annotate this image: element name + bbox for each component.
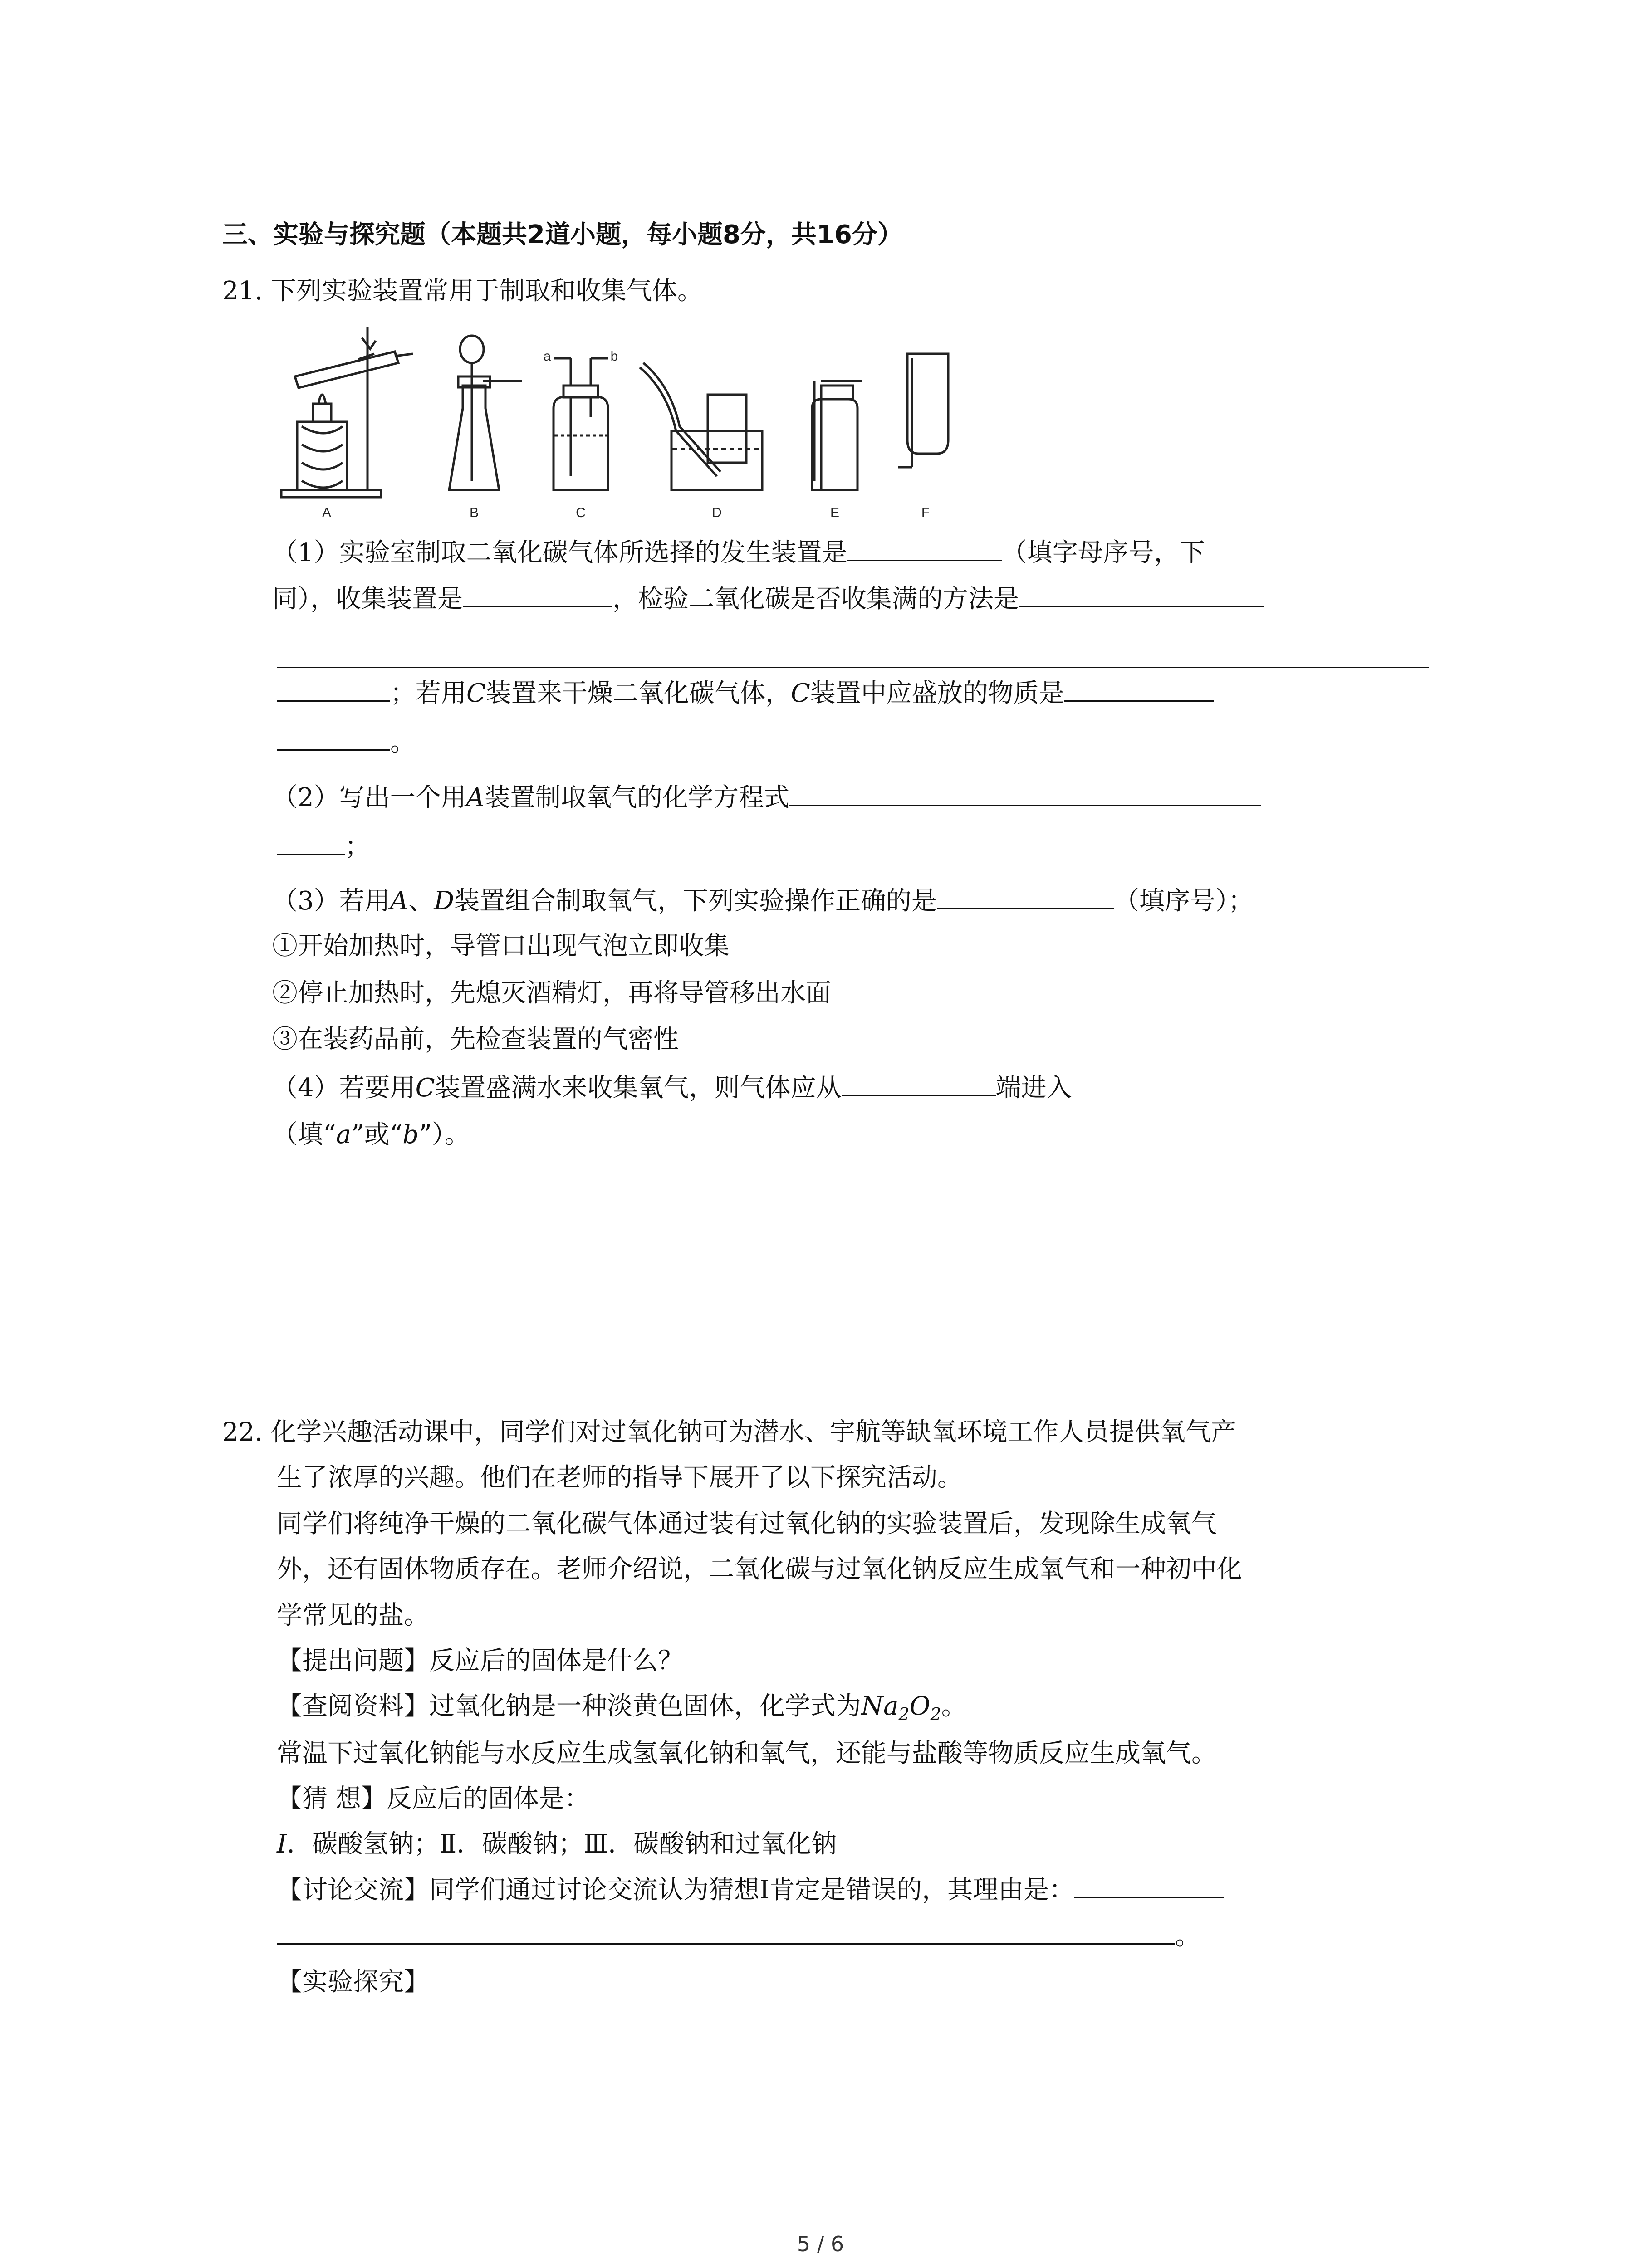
q21-p1-line2: 同），收集装置是 ，检验二氧化碳是否收集满的方法是 bbox=[272, 581, 1264, 617]
q21-p4-line1: （4）若要用C装置盛满水来收集氧气，则气体应从 端进入 bbox=[272, 1070, 1072, 1106]
apparatus-a bbox=[281, 327, 413, 497]
apparatus-figure bbox=[277, 318, 1438, 531]
q21-p3-option-3: ③在装药品前，先检查装置的气密性 bbox=[272, 1025, 679, 1054]
answer-blank-generator[interactable] bbox=[847, 534, 1002, 561]
port-a-label: a bbox=[543, 349, 551, 364]
apparatus-e bbox=[812, 381, 862, 490]
q22-line-2: 生了浓厚的兴趣。他们在老师的指导下展开了以下探究活动。 bbox=[277, 1463, 963, 1492]
q22-experiment-heading: 【实验探究】 bbox=[277, 1967, 429, 1997]
q22-hypothesis-options: I．碳酸氢钠；Ⅱ．碳酸钠；Ⅲ．碳酸钠和过氧化钠 bbox=[277, 1829, 837, 1859]
q21-p2-line1: （2）写出一个用A装置制取氧气的化学方程式 bbox=[272, 779, 1261, 816]
apparatus-b bbox=[449, 336, 522, 490]
apparatus-label-f: F bbox=[921, 505, 930, 520]
answer-blank-drying-agent[interactable] bbox=[1064, 675, 1214, 702]
q21-p4-line2: （填“a”或“b”）。 bbox=[272, 1120, 470, 1149]
q22-reference: 【查阅资料】过氧化钠是一种淡黄色固体，化学式为$Na_2O_2$。 bbox=[277, 1691, 967, 1725]
apparatus-label-e: E bbox=[830, 505, 840, 520]
q22-discussion-cont: 。 bbox=[277, 1918, 1200, 1955]
apparatus-label-b: B bbox=[469, 505, 479, 520]
apparatus-f bbox=[898, 354, 948, 467]
apparatus-label-a: A bbox=[322, 505, 332, 520]
q21-p3-option-1: ①开始加热时，导管口出现气泡立即收集 bbox=[272, 931, 730, 961]
q22-line-5: 学常见的盐。 bbox=[277, 1601, 429, 1630]
q22-reference-detail: 常温下过氧化钠能与水反应生成氢氧化钠和氧气，还能与盐酸等物质反应生成氧气。 bbox=[277, 1739, 1217, 1768]
answer-blank-reason[interactable] bbox=[1074, 1872, 1224, 1898]
apparatus-label-d: D bbox=[712, 505, 722, 520]
apparatus-label-c: C bbox=[576, 505, 586, 520]
q21-stem: 21. 下列实验装置常用于制取和收集气体。 bbox=[222, 276, 703, 306]
q22-discussion: 【讨论交流】同学们通过讨论交流认为猜想Ⅰ肯定是错误的，其理由是： bbox=[277, 1872, 1224, 1908]
q21-p1-line4: ；若用C装置来干燥二氧化碳气体，C装置中应盛放的物质是 bbox=[277, 675, 1214, 712]
answer-blank-equation-end[interactable] bbox=[277, 828, 345, 855]
apparatus-d bbox=[640, 363, 762, 490]
answer-blank-drying-agent-end[interactable] bbox=[277, 724, 390, 751]
page-number: 5 / 6 bbox=[797, 2232, 844, 2256]
apparatus-c bbox=[554, 358, 608, 490]
q21-p1-line5: 。 bbox=[277, 724, 416, 761]
q21-p2-line2: ； bbox=[277, 828, 370, 865]
answer-blank-equation[interactable] bbox=[789, 779, 1261, 806]
q22-question: 【提出问题】反应后的固体是什么？ bbox=[277, 1646, 683, 1676]
port-b-label: b bbox=[610, 349, 618, 364]
q21-p1-line1: （1）实验室制取二氧化碳气体所选择的发生装置是 （填字母序号，下 bbox=[272, 534, 1205, 571]
answer-blank-reason-cont[interactable] bbox=[277, 1918, 1175, 1945]
q22-line-3: 同学们将纯净干燥的二氧化碳气体通过装有过氧化钠的实验装置后，发现除生成氧气 bbox=[277, 1509, 1217, 1539]
answer-blank-check-method-end[interactable] bbox=[277, 675, 390, 702]
q22-line-4: 外，还有固体物质存在。老师介绍说，二氧化碳与过氧化钠反应生成氧气和一种初中化 bbox=[277, 1554, 1242, 1584]
section-title: 三、实验与探究题（本题共2道小题，每小题8分，共16分） bbox=[222, 220, 903, 249]
answer-blank-collector[interactable] bbox=[463, 581, 612, 607]
answer-blank-inlet-end[interactable] bbox=[842, 1070, 996, 1096]
q22-hypothesis: 【猜 想】反应后的固体是： bbox=[277, 1784, 590, 1813]
answer-blank-check-method-cont[interactable] bbox=[277, 667, 1429, 668]
q21-p3-line: （3）若用A、D装置组合制取氧气，下列实验操作正确的是 （填序号）； bbox=[272, 883, 1254, 919]
answer-blank-operations[interactable] bbox=[937, 883, 1114, 909]
q21-p3-option-2: ②停止加热时，先熄灭酒精灯，再将导管移出水面 bbox=[272, 978, 831, 1008]
answer-blank-check-method[interactable] bbox=[1019, 581, 1264, 607]
q22-line-1: 22. 化学兴趣活动课中，同学们对过氧化钠可为潜水、宇航等缺氧环境工作人员提供氧气产 bbox=[222, 1418, 1236, 1447]
